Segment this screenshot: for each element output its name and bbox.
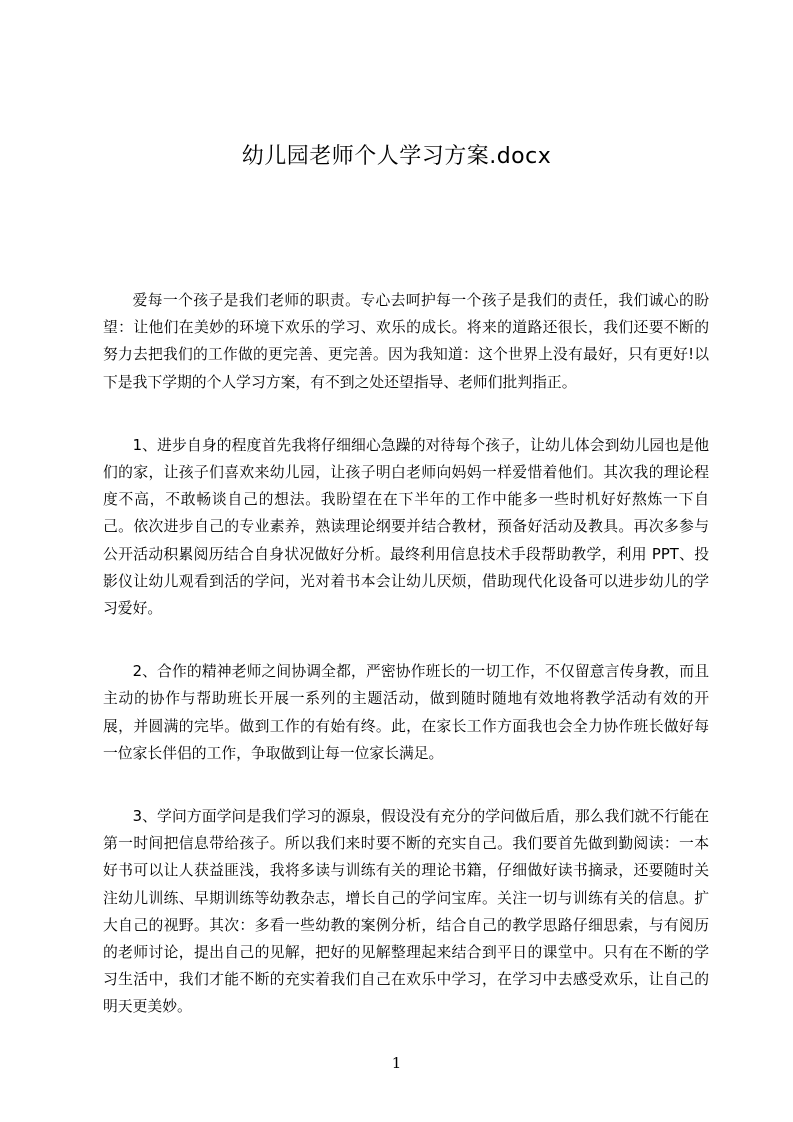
document-body bbox=[103, 287, 709, 1057]
paragraph-section-2: 2、合作的精神老师之间协调全都，严密协作班长的一切工作，不仅留意言传身教，而且主动的协作与帮助班长开展一系列的主题活动，做到随时随地有效地将教学活动有效的开展，并圆满的完毕。做到工作的有始有终。此，在家长工作方面我也会全力协作班长做好每一位家长伴侣的工作，争取做到让每一位家长满足。 bbox=[103, 663, 709, 762]
document-title: 幼儿园老师个人学习方案.docx bbox=[241, 144, 552, 169]
paragraph-section-1: 1、进步自身的程度首先我将仔细细心急躁的对待每个孩子，让幼儿体会到幼儿园也是他们的家，让孩子们喜欢来幼儿园，让孩子明白老师向妈妈一样爱惜着他们。其次我的理论程度不高，不敢畅谈自己的想法。我盼望在在下半年的工作中能多一些时机好好熬炼一下自己。依次进步自己的专业素养，熟读理论纲要并结合教材，预备好活动及教具。再次多参与公开活动积累阅历结合自身状况做好分析。最终利用信息技术手段帮助教学，利用 PPT、投影仪让幼儿观看到活的学问，光对着书本会让幼儿厌烦，借助现代化设备可以进步幼儿的学习爱好。 bbox=[103, 436, 709, 618]
page-number: 1 bbox=[391, 1054, 402, 1072]
paragraph-intro: 爱每一个孩子是我们老师的职责。专心去呵护每一个孩子是我们的责任，我们诚心的盼望：让他们在美妙的环境下欢乐的学习、欢乐的成长。将来的道路还很长，我们还要不断的努力去把我们的工作做的更完善、更完善。因为我知道：这个世界上没有最好，只有更好!以下是我下学期的个人学习方案，有不到之处还望指导、老师们批判指正。 bbox=[103, 292, 709, 391]
paragraph-section-3: 3、学问方面学问是我们学习的源泉，假设没有充分的学问做后盾，那么我们就不行能在第一时间把信息带给孩子。所以我们来时要不断的充实自己。我们要首先做到勤阅读：一本好书可以让人获益匪浅，我将多读与训练有关的理论书籍，仔细做好读书摘录，还要随时关注幼儿训练、早期训练等幼教杂志，增长自己的学问宝库。关注一切与训练有关的信息。扩大自己的视野。其次：多看一些幼教的案例分析，结合自己的教学思路仔细思索，与有阅历的老师讨论，提出自己的见解，把好的见解整理起来结合到平日的课堂中。只有在不断的学习生活中，我们才能不断的充实着我们自己在欢乐中学习，在学习中去感受欢乐，让自己的明天更美妙。 bbox=[103, 808, 709, 1016]
